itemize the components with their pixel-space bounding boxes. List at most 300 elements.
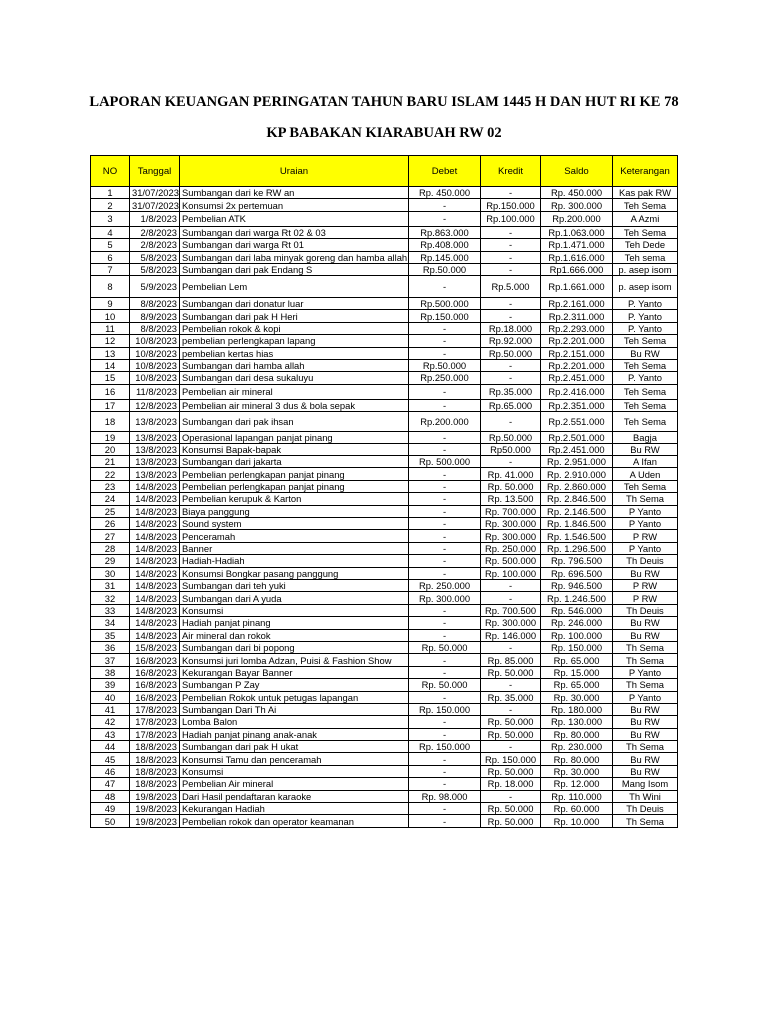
table-row — [91, 239, 678, 251]
ledger-body — [91, 187, 678, 828]
cell-tanggal: 8/8/2023 — [130, 322, 180, 334]
cell-keterangan: Bu RW — [613, 443, 678, 455]
cell-kredit: - — [481, 310, 541, 322]
cell-debet: Rp.200.000 — [409, 411, 481, 431]
cell-kredit: - — [481, 359, 541, 371]
cell-keterangan: Th Sema — [613, 815, 678, 827]
cell-tanggal: 14/8/2023 — [130, 518, 180, 530]
cell-no: 6 — [91, 251, 130, 263]
cell-saldo: Rp.2.201.000 — [541, 359, 613, 371]
cell-saldo: Rp.2.151.000 — [541, 347, 613, 359]
table-row — [91, 480, 678, 492]
cell-keterangan: P RW — [613, 530, 678, 542]
cell-saldo: Rp. 300.000 — [541, 199, 613, 211]
table-row — [91, 803, 678, 815]
cell-tanggal: 5/8/2023 — [130, 251, 180, 263]
table-row — [91, 617, 678, 629]
cell-debet: Rp. 250.000 — [409, 579, 481, 591]
table-row — [91, 226, 678, 238]
table-row — [91, 765, 678, 777]
cell-debet: - — [409, 765, 481, 777]
cell-no: 43 — [91, 728, 130, 740]
cell-no: 14 — [91, 359, 130, 371]
cell-no: 35 — [91, 629, 130, 641]
table-row — [91, 443, 678, 455]
cell-kredit: Rp. 150.000 — [481, 753, 541, 765]
cell-keterangan: Bu RW — [613, 753, 678, 765]
report-subtitle: KP BABAKAN KIARABUAH RW 02 — [266, 125, 502, 141]
cell-debet: - — [409, 555, 481, 567]
cell-debet: - — [409, 567, 481, 579]
cell-saldo: Rp. 65.000 — [541, 654, 613, 666]
cell-tanggal: 16/8/2023 — [130, 679, 180, 691]
table-row — [91, 703, 678, 715]
cell-no: 9 — [91, 297, 130, 309]
cell-keterangan: P RW — [613, 579, 678, 591]
cell-tanggal: 8/9/2023 — [130, 310, 180, 322]
table-row — [91, 815, 678, 827]
table-row — [91, 211, 678, 226]
cell-debet: - — [409, 468, 481, 480]
table-row — [91, 753, 678, 765]
table-row — [91, 411, 678, 431]
cell-debet: Rp.50.000 — [409, 359, 481, 371]
cell-kredit: - — [481, 411, 541, 431]
cell-tanggal: 10/8/2023 — [130, 335, 180, 347]
cell-tanggal: 2/8/2023 — [130, 239, 180, 251]
cell-tanggal: 18/8/2023 — [130, 753, 180, 765]
cell-tanggal: 17/8/2023 — [130, 728, 180, 740]
cell-tanggal: 13/8/2023 — [130, 431, 180, 443]
cell-saldo: Rp. 80.000 — [541, 728, 613, 740]
cell-saldo: Rp.2.201.000 — [541, 335, 613, 347]
cell-saldo: Rp. 30.000 — [541, 765, 613, 777]
cell-uraian: pembelian kertas hias — [180, 347, 409, 359]
cell-saldo: Rp. 2.951.000 — [541, 456, 613, 468]
cell-no: 37 — [91, 654, 130, 666]
cell-no: 38 — [91, 666, 130, 678]
cell-tanggal: 10/8/2023 — [130, 372, 180, 384]
cell-debet: - — [409, 654, 481, 666]
cell-keterangan: Th Sema — [613, 654, 678, 666]
cell-tanggal: 14/8/2023 — [130, 505, 180, 517]
cell-saldo: Rp. 2.846.500 — [541, 493, 613, 505]
cell-no: 23 — [91, 480, 130, 492]
cell-no: 41 — [91, 703, 130, 715]
cell-debet: - — [409, 399, 481, 411]
cell-tanggal: 10/8/2023 — [130, 359, 180, 371]
cell-kredit: Rp.18.000 — [481, 322, 541, 334]
cell-keterangan: Teh Sema — [613, 359, 678, 371]
cell-saldo: Rp.1.471.000 — [541, 239, 613, 251]
table-row — [91, 666, 678, 678]
cell-tanggal: 12/8/2023 — [130, 399, 180, 411]
cell-tanggal: 10/8/2023 — [130, 347, 180, 359]
cell-keterangan: Teh Dede — [613, 239, 678, 251]
col-header-saldo: Saldo — [541, 156, 613, 187]
cell-kredit: Rp.65.000 — [481, 399, 541, 411]
cell-uraian: Sumbangan dari pak ihsan — [180, 411, 409, 431]
cell-keterangan: Th Sema — [613, 493, 678, 505]
cell-debet: Rp.145.000 — [409, 251, 481, 263]
cell-debet: - — [409, 617, 481, 629]
table-row — [91, 263, 678, 275]
table-row — [91, 741, 678, 753]
cell-keterangan: Teh sema — [613, 251, 678, 263]
cell-keterangan: Th Deuis — [613, 604, 678, 616]
cell-tanggal: 15/8/2023 — [130, 641, 180, 653]
cell-no: 10 — [91, 310, 130, 322]
cell-no: 19 — [91, 431, 130, 443]
cell-no: 44 — [91, 741, 130, 753]
cell-keterangan: A Ifan — [613, 456, 678, 468]
cell-uraian: Pembelian Rokok untuk petugas lapangan — [180, 691, 409, 703]
cell-kredit: Rp. 50.000 — [481, 728, 541, 740]
cell-debet: - — [409, 629, 481, 641]
cell-saldo: Rp. 230.000 — [541, 741, 613, 753]
cell-uraian: Pembelian ATK — [180, 211, 409, 226]
cell-tanggal: 13/8/2023 — [130, 456, 180, 468]
cell-no: 40 — [91, 691, 130, 703]
table-row — [91, 431, 678, 443]
cell-kredit: Rp.92.000 — [481, 335, 541, 347]
cell-kredit: Rp. 50.000 — [481, 765, 541, 777]
table-row — [91, 275, 678, 297]
cell-no: 7 — [91, 263, 130, 275]
table-row — [91, 592, 678, 604]
cell-debet: - — [409, 211, 481, 226]
cell-debet: Rp. 50.000 — [409, 641, 481, 653]
cell-saldo: Rp. 2.146.500 — [541, 505, 613, 517]
cell-kredit: Rp.150.000 — [481, 199, 541, 211]
table-row — [91, 641, 678, 653]
cell-debet: - — [409, 803, 481, 815]
cell-debet: Rp.150.000 — [409, 310, 481, 322]
cell-no: 26 — [91, 518, 130, 530]
cell-kredit: Rp. 500.000 — [481, 555, 541, 567]
cell-kredit: - — [481, 741, 541, 753]
cell-debet: - — [409, 753, 481, 765]
cell-saldo: Rp.2.451.000 — [541, 372, 613, 384]
cell-tanggal: 16/8/2023 — [130, 666, 180, 678]
cell-keterangan: Bu RW — [613, 716, 678, 728]
cell-debet: Rp. 450.000 — [409, 187, 481, 199]
cell-debet: Rp. 98.000 — [409, 790, 481, 802]
cell-keterangan: Bagja — [613, 431, 678, 443]
cell-saldo: Rp. 1.246.500 — [541, 592, 613, 604]
cell-uraian: Sumbangan dari warga Rt 02 & 03 — [180, 226, 409, 238]
report-title: LAPORAN KEUANGAN PERINGATAN TAHUN BARU ISLAM 1445 H DAN HUT RI KE 78 — [89, 94, 679, 110]
cell-saldo: Rp. 130.000 — [541, 716, 613, 728]
cell-uraian: Sumbangan dari warga Rt 01 — [180, 239, 409, 251]
cell-no: 11 — [91, 322, 130, 334]
cell-tanggal: 31/07/2023 — [130, 187, 180, 199]
cell-tanggal: 16/8/2023 — [130, 654, 180, 666]
cell-uraian: Konsumsi — [180, 604, 409, 616]
cell-uraian: Konsumsi Bapak-bapak — [180, 443, 409, 455]
cell-saldo: Rp.200.000 — [541, 211, 613, 226]
cell-debet: Rp. 150.000 — [409, 741, 481, 753]
cell-uraian: Konsumsi 2x pertemuan — [180, 199, 409, 211]
cell-no: 22 — [91, 468, 130, 480]
cell-uraian: Pembelian perlengkapan panjat pinang — [180, 468, 409, 480]
cell-uraian: pembelian perlengkapan lapang — [180, 335, 409, 347]
cell-keterangan: Bu RW — [613, 728, 678, 740]
cell-tanggal: 14/8/2023 — [130, 617, 180, 629]
cell-no: 34 — [91, 617, 130, 629]
cell-saldo: Rp.1.616.000 — [541, 251, 613, 263]
cell-tanggal: 31/07/2023 — [130, 199, 180, 211]
table-row — [91, 629, 678, 641]
cell-keterangan: P. Yanto — [613, 372, 678, 384]
cell-tanggal: 18/8/2023 — [130, 778, 180, 790]
table-row — [91, 728, 678, 740]
cell-uraian: Sumbangan dari teh yuki — [180, 579, 409, 591]
cell-kredit: Rp.50.000 — [481, 347, 541, 359]
table-row — [91, 505, 678, 517]
cell-kredit: Rp50.000 — [481, 443, 541, 455]
cell-no: 12 — [91, 335, 130, 347]
cell-no: 49 — [91, 803, 130, 815]
cell-keterangan: P. Yanto — [613, 310, 678, 322]
cell-no: 17 — [91, 399, 130, 411]
col-header-keterangan: Keterangan — [613, 156, 678, 187]
cell-saldo: Rp.2.416.000 — [541, 384, 613, 399]
table-row — [91, 542, 678, 554]
cell-saldo: Rp. 180.000 — [541, 703, 613, 715]
cell-saldo: Rp. 450.000 — [541, 187, 613, 199]
cell-kredit: Rp. 50.000 — [481, 815, 541, 827]
cell-uraian: Sumbangan dari ke RW an — [180, 187, 409, 199]
cell-no: 42 — [91, 716, 130, 728]
cell-uraian: Hadiah panjat pinang — [180, 617, 409, 629]
table-row — [91, 384, 678, 399]
cell-uraian: Pembelian perlengkapan panjat pinang — [180, 480, 409, 492]
cell-debet: - — [409, 505, 481, 517]
cell-no: 28 — [91, 542, 130, 554]
table-row — [91, 654, 678, 666]
cell-no: 32 — [91, 592, 130, 604]
cell-uraian: Sumbangan dari desa sukaluyu — [180, 372, 409, 384]
table-row — [91, 778, 678, 790]
cell-uraian: Pembelian rokok & kopi — [180, 322, 409, 334]
cell-saldo: Rp. 60.000 — [541, 803, 613, 815]
col-header-debet: Debet — [409, 156, 481, 187]
cell-debet: Rp. 300.000 — [409, 592, 481, 604]
cell-tanggal: 17/8/2023 — [130, 716, 180, 728]
cell-tanggal: 14/8/2023 — [130, 480, 180, 492]
cell-saldo: Rp.2.293.000 — [541, 322, 613, 334]
cell-no: 4 — [91, 226, 130, 238]
cell-keterangan: Bu RW — [613, 567, 678, 579]
cell-tanggal: 14/8/2023 — [130, 604, 180, 616]
cell-debet: - — [409, 322, 481, 334]
cell-tanggal: 13/8/2023 — [130, 411, 180, 431]
cell-saldo: Rp. 100.000 — [541, 629, 613, 641]
cell-saldo: Rp. 2.860.000 — [541, 480, 613, 492]
cell-keterangan: P RW — [613, 592, 678, 604]
cell-saldo: Rp.1.661.000 — [541, 275, 613, 297]
cell-uraian: Dari Hasil pendaftaran karaoke — [180, 790, 409, 802]
cell-saldo: Rp. 150.000 — [541, 641, 613, 653]
cell-kredit: Rp. 700.500 — [481, 604, 541, 616]
cell-keterangan: Bu RW — [613, 765, 678, 777]
cell-keterangan: p. asep isom — [613, 263, 678, 275]
cell-saldo: Rp.1.063.000 — [541, 226, 613, 238]
cell-uraian: Operasional lapangan panjat pinang — [180, 431, 409, 443]
cell-debet: Rp.250.000 — [409, 372, 481, 384]
table-row — [91, 790, 678, 802]
cell-keterangan: Bu RW — [613, 617, 678, 629]
cell-uraian: Pembelian Air mineral — [180, 778, 409, 790]
cell-tanggal: 11/8/2023 — [130, 384, 180, 399]
cell-keterangan: Bu RW — [613, 703, 678, 715]
cell-uraian: Pembelian air mineral — [180, 384, 409, 399]
cell-uraian: Konsumsi Tamu dan penceramah — [180, 753, 409, 765]
cell-uraian: Pembelian rokok dan operator keamanan — [180, 815, 409, 827]
cell-debet: - — [409, 542, 481, 554]
cell-tanggal: 13/8/2023 — [130, 443, 180, 455]
table-row — [91, 691, 678, 703]
cell-keterangan: P. Yanto — [613, 297, 678, 309]
cell-kredit: - — [481, 372, 541, 384]
cell-no: 39 — [91, 679, 130, 691]
cell-keterangan: A Uden — [613, 468, 678, 480]
cell-kredit: Rp.5.000 — [481, 275, 541, 297]
cell-tanggal: 2/8/2023 — [130, 226, 180, 238]
cell-no: 50 — [91, 815, 130, 827]
cell-uraian: Sumbangan dari jakarta — [180, 456, 409, 468]
table-row — [91, 493, 678, 505]
cell-tanggal: 18/8/2023 — [130, 765, 180, 777]
cell-debet: - — [409, 443, 481, 455]
cell-keterangan: P. Yanto — [613, 322, 678, 334]
cell-tanggal: 14/8/2023 — [130, 542, 180, 554]
cell-uraian: Sumbangan dari bi popong — [180, 641, 409, 653]
cell-no: 1 — [91, 187, 130, 199]
col-header-kredit: Kredit — [481, 156, 541, 187]
cell-tanggal: 14/8/2023 — [130, 592, 180, 604]
cell-saldo: Rp. 2.910.000 — [541, 468, 613, 480]
cell-saldo: Rp1.666.000 — [541, 263, 613, 275]
cell-no: 24 — [91, 493, 130, 505]
cell-kredit: - — [481, 297, 541, 309]
cell-saldo: Rp. 10.000 — [541, 815, 613, 827]
cell-debet: - — [409, 518, 481, 530]
cell-kredit: Rp. 85.000 — [481, 654, 541, 666]
cell-keterangan: P Yanto — [613, 518, 678, 530]
cell-kredit: Rp. 35.000 — [481, 691, 541, 703]
table-row — [91, 347, 678, 359]
cell-no: 8 — [91, 275, 130, 297]
cell-keterangan: A Azmi — [613, 211, 678, 226]
cell-tanggal: 19/8/2023 — [130, 803, 180, 815]
cell-kredit: - — [481, 226, 541, 238]
cell-keterangan: Teh Sema — [613, 199, 678, 211]
finance-ledger-table — [90, 155, 678, 828]
cell-tanggal: 14/8/2023 — [130, 555, 180, 567]
cell-saldo: Rp.2.351.000 — [541, 399, 613, 411]
cell-no: 3 — [91, 211, 130, 226]
cell-uraian: Biaya panggung — [180, 505, 409, 517]
table-row — [91, 456, 678, 468]
cell-tanggal: 16/8/2023 — [130, 691, 180, 703]
table-row — [91, 567, 678, 579]
table-row — [91, 335, 678, 347]
cell-uraian: Sumbangan dari pak Endang S — [180, 263, 409, 275]
cell-kredit: - — [481, 263, 541, 275]
cell-debet: - — [409, 335, 481, 347]
cell-uraian: Konsumsi — [180, 765, 409, 777]
cell-saldo: Rp.2.551.000 — [541, 411, 613, 431]
cell-tanggal: 13/8/2023 — [130, 468, 180, 480]
table-row — [91, 322, 678, 334]
cell-keterangan: Teh Sema — [613, 335, 678, 347]
cell-no: 25 — [91, 505, 130, 517]
cell-debet: Rp.500.000 — [409, 297, 481, 309]
cell-keterangan: Th Deuis — [613, 555, 678, 567]
cell-no: 2 — [91, 199, 130, 211]
cell-kredit: Rp. 13.500 — [481, 493, 541, 505]
cell-keterangan: Kas pak RW — [613, 187, 678, 199]
cell-uraian: Sumbangan dari pak H Heri — [180, 310, 409, 322]
cell-no: 47 — [91, 778, 130, 790]
header-row — [91, 156, 678, 187]
cell-debet: - — [409, 384, 481, 399]
cell-no: 27 — [91, 530, 130, 542]
col-header-tanggal: Tanggal — [130, 156, 180, 187]
cell-tanggal: 1/8/2023 — [130, 211, 180, 226]
table-row — [91, 716, 678, 728]
table-row — [91, 372, 678, 384]
cell-keterangan: Th Wini — [613, 790, 678, 802]
cell-keterangan: Teh Sema — [613, 226, 678, 238]
cell-keterangan: P Yanto — [613, 666, 678, 678]
table-row — [91, 187, 678, 199]
cell-keterangan: P Yanto — [613, 542, 678, 554]
cell-debet: - — [409, 728, 481, 740]
cell-kredit: - — [481, 703, 541, 715]
cell-kredit: Rp. 50.000 — [481, 666, 541, 678]
col-header-no: NO — [91, 156, 130, 187]
cell-debet: - — [409, 691, 481, 703]
cell-keterangan: Th Sema — [613, 741, 678, 753]
cell-uraian: Sumbangan dari hamba allah — [180, 359, 409, 371]
cell-kredit: - — [481, 679, 541, 691]
cell-debet: - — [409, 431, 481, 443]
cell-keterangan: Teh Sema — [613, 399, 678, 411]
cell-saldo: Rp. 546.000 — [541, 604, 613, 616]
cell-tanggal: 8/8/2023 — [130, 297, 180, 309]
cell-tanggal: 19/8/2023 — [130, 790, 180, 802]
cell-saldo: Rp. 65.000 — [541, 679, 613, 691]
cell-uraian: Pembelian kerupuk & Karton — [180, 493, 409, 505]
cell-debet: Rp.408.000 — [409, 239, 481, 251]
cell-saldo: Rp. 1.846.500 — [541, 518, 613, 530]
cell-keterangan: Th Sema — [613, 679, 678, 691]
cell-kredit: - — [481, 251, 541, 263]
cell-saldo: Rp. 30.000 — [541, 691, 613, 703]
cell-kredit: Rp. 18.000 — [481, 778, 541, 790]
cell-no: 15 — [91, 372, 130, 384]
cell-uraian: Sumbangan dari pak H ukat — [180, 741, 409, 753]
cell-saldo: Rp. 796.500 — [541, 555, 613, 567]
cell-no: 18 — [91, 411, 130, 431]
cell-uraian: Penceramah — [180, 530, 409, 542]
cell-uraian: Hadiah panjat pinang anak-anak — [180, 728, 409, 740]
cell-kredit: - — [481, 592, 541, 604]
cell-no: 33 — [91, 604, 130, 616]
